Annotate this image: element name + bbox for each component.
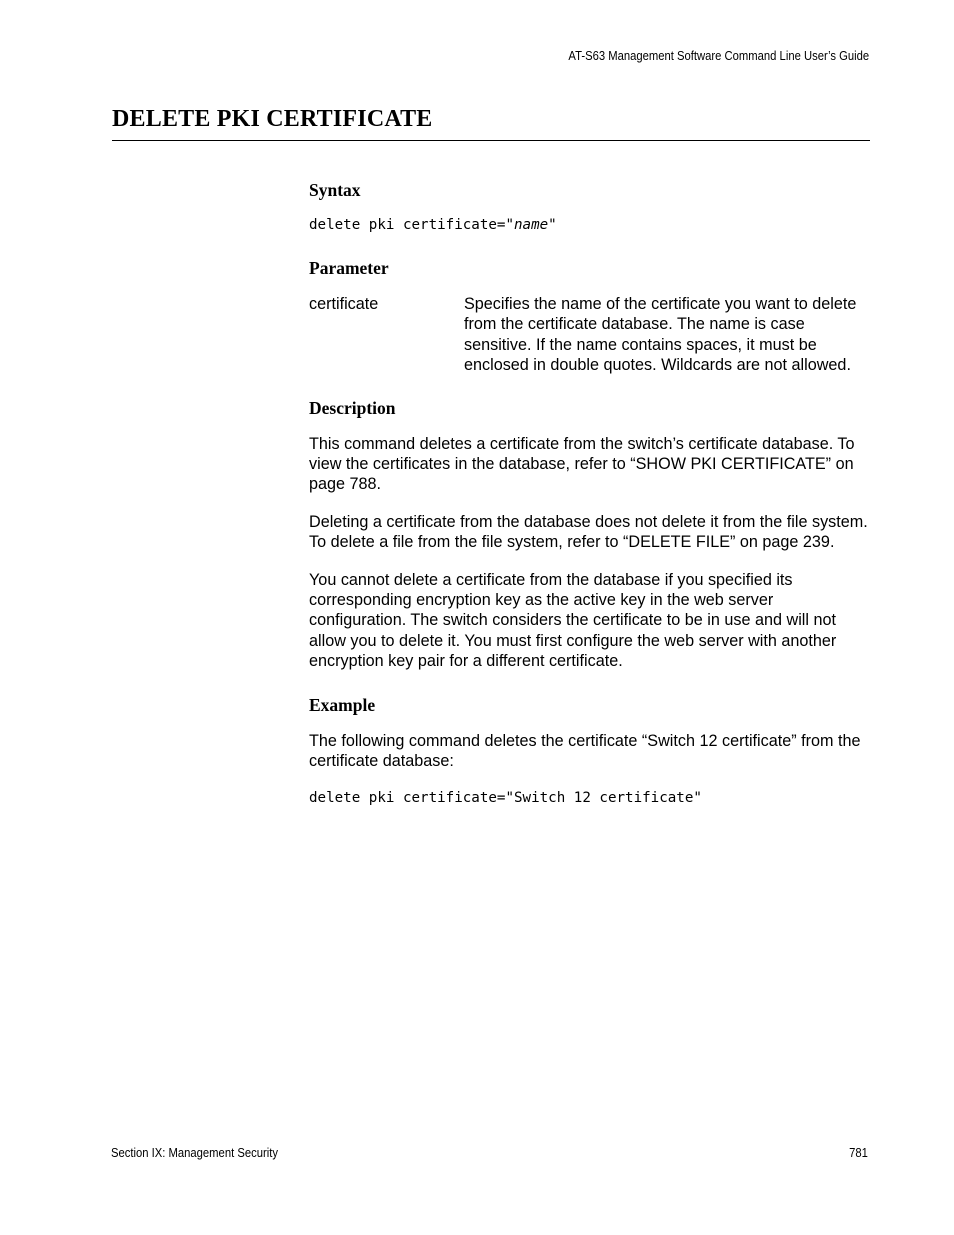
title-rule [112,140,870,141]
description-paragraph: You cannot delete a certificate from the database if you specified its corresponding encryption key as the active key in the web server configuration. The switch considers the certificate to be in use and will not allow you to delete it. You must first configure the web server with another encryption key pair for a different certificate. [309,570,837,671]
parameter-description: Specifies the name of the certificate you want to delete from the certificate database. The name is case sensitive. If the name contains spaces, it must be enclosed in double quotes. Wildcards are not allowed. [464,295,857,375]
syntax-heading: Syntax [309,180,361,200]
example-heading: Example [309,694,376,715]
parameter-row [309,294,874,376]
example-text: The following command deletes the certificate “Switch 12 certificate” from the certificate database: [309,731,861,771]
running-header: AT-S63 Management Software Command Line User’s Guide [568,49,869,63]
syntax-command-param: name [514,217,549,233]
description-paragraph: Deleting a certificate from the database does not delete it from the file system. To delete a file from the file system, refer to “DELETE FILE” on page 239. [309,512,868,552]
example-command: delete pki certificate="Switch 12 certificate" [309,789,702,806]
description-heading: Description [309,397,396,418]
parameter-name: certificate [309,295,379,313]
page-title: DELETE PKI CERTIFICATE [112,106,433,132]
description-paragraph: This command deletes a certificate from the switch’s certificate database. To view the certificates in the database, refer to “SHOW PKI CERTIFICATE” on page 788. [309,434,855,494]
parameter-heading: Parameter [309,258,389,278]
page-number: 781 [849,1146,868,1160]
syntax-command [309,215,874,235]
content [309,178,874,808]
syntax-command-suffix: " [548,217,557,233]
footer-section: Section IX: Management Security [111,1146,278,1160]
syntax-command-prefix: delete pki certificate=" [309,217,514,233]
